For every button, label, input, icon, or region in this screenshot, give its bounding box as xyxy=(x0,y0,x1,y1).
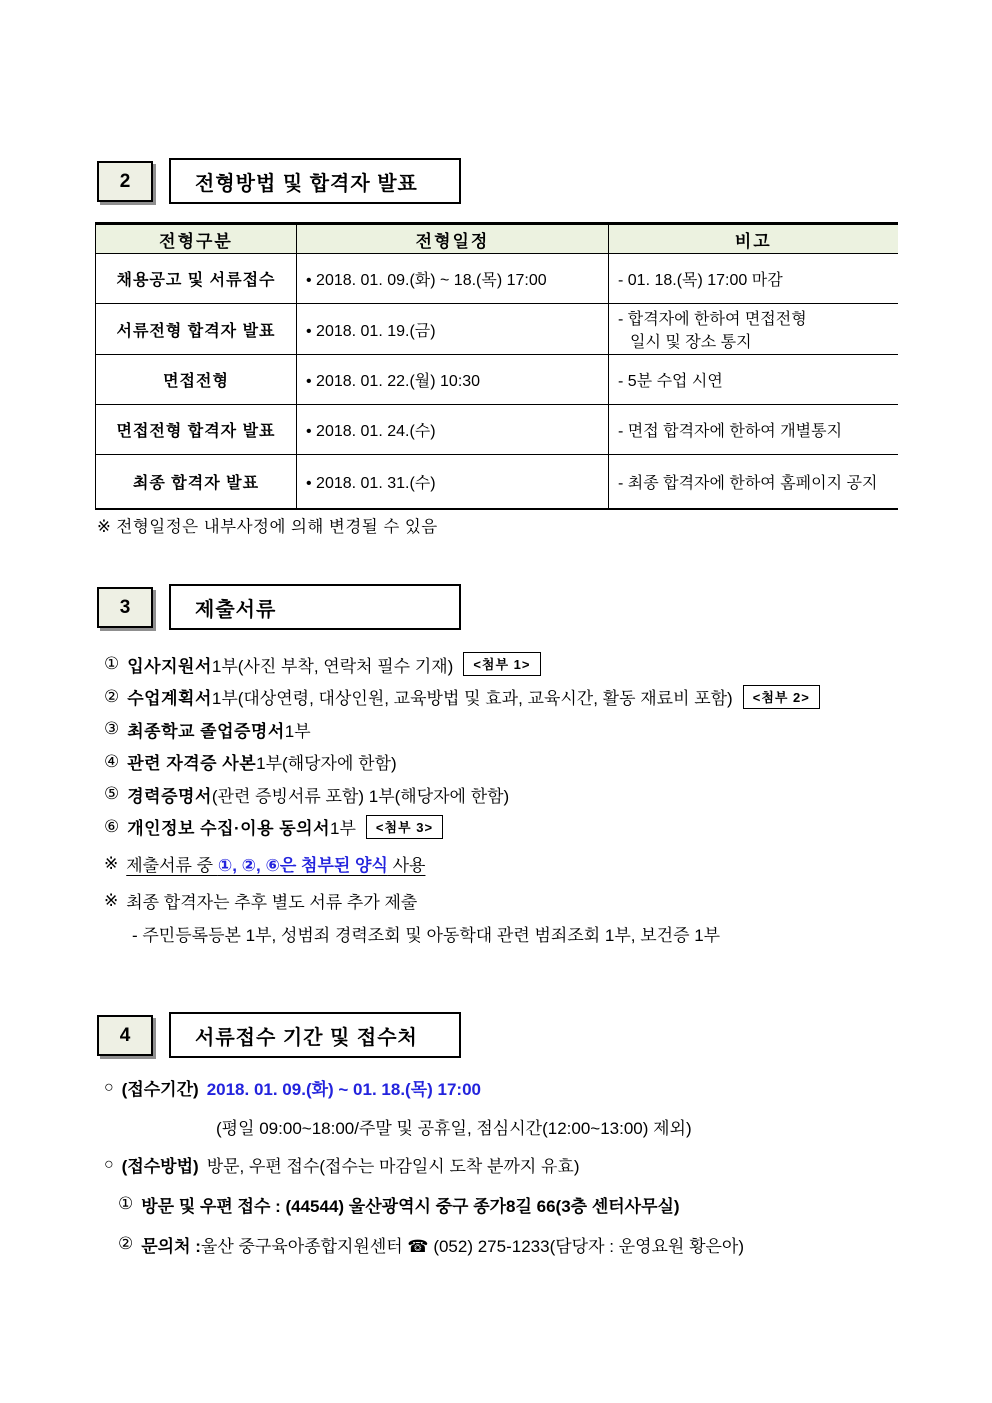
row-note xyxy=(609,304,898,355)
item-title: 경력증명서 xyxy=(127,786,212,806)
table-row xyxy=(96,405,898,455)
attachment-3-tag: <첨부 3> xyxy=(366,815,443,839)
note-underlined-text xyxy=(126,851,425,876)
document-item-2 xyxy=(104,681,820,714)
item-number: ④ xyxy=(104,751,120,771)
note-mark: ※ xyxy=(104,853,119,873)
section-3-number-box xyxy=(97,587,153,628)
item-title: 입사지원서 xyxy=(127,656,212,676)
documents-list xyxy=(104,648,820,949)
row-schedule: • 2018. 01. 24.(수) xyxy=(297,405,609,455)
row-note: - 01. 18.(목) 17:00 마감 xyxy=(609,254,898,304)
item-number: ③ xyxy=(104,719,120,739)
section-4-heading xyxy=(97,1012,461,1058)
reception-address-line xyxy=(104,1184,744,1224)
item-detail: 1부 xyxy=(284,721,311,741)
item-detail: 1부(사진 부착, 연락처 필수 기재) xyxy=(211,656,454,676)
section-3-title: 제출서류 xyxy=(195,598,277,621)
attachment-1-tag: <첨부 1> xyxy=(463,652,540,676)
item-detail: 1부(대상연령, 대상인원, 교육방법 및 효과, 교육시간, 활동 재료비 포함) xyxy=(211,689,733,709)
table-row xyxy=(96,355,898,405)
reception-contact-line xyxy=(104,1224,744,1264)
row-note: - 최종 합격자에 한하여 홈페이지 공지 xyxy=(609,455,898,509)
row-schedule: • 2018. 01. 09.(화) ~ 18.(목) 17:00 xyxy=(297,254,609,304)
document-item-5 xyxy=(104,778,820,811)
circle-bullet: ○ xyxy=(104,1155,114,1173)
reception-method-line xyxy=(104,1145,744,1184)
row-note: - 5분 수업 시연 xyxy=(609,355,898,405)
section-4-title: 서류접수 기간 및 접수처 xyxy=(195,1026,418,1049)
section-2-title: 전형방법 및 합격자 발표 xyxy=(195,172,418,195)
documents-note-forms xyxy=(104,847,820,880)
row-schedule: • 2018. 01. 31.(수) xyxy=(297,455,609,509)
item-number: ② xyxy=(104,686,120,706)
row-note-line2: 일시 및 장소 통지 xyxy=(630,334,752,351)
table-header-row xyxy=(96,224,898,254)
row-category: 면접전형 xyxy=(96,355,297,405)
section-2-title-box xyxy=(169,158,461,204)
item-title: 개인정보 수집·이용 동의서 xyxy=(127,819,330,839)
attachment-2-tag: <첨부 2> xyxy=(743,685,820,709)
address-text: 방문 및 우편 접수 : (44544) 울산광역시 중구 종가8길 66(3층 센터사무실) xyxy=(141,1196,680,1216)
row-schedule: • 2018. 01. 19.(금) xyxy=(297,304,609,355)
item-title: 최종학교 졸업증명서 xyxy=(127,721,285,741)
table-row xyxy=(96,304,898,355)
section-3-heading xyxy=(97,584,461,630)
item-detail: (관련 증빙서류 포함) 1부(해당자에 한함) xyxy=(211,786,510,806)
item-detail: 1부(해당자에 한함) xyxy=(256,754,397,774)
selection-schedule-table xyxy=(95,222,898,510)
item-detail: 1부 xyxy=(330,819,356,839)
item-number: ① xyxy=(104,654,120,674)
section-4-title-box xyxy=(169,1012,461,1058)
row-note-line1: - 합격자에 한하여 면접전형 xyxy=(618,311,807,328)
note-text-black2: 사용 xyxy=(387,856,426,875)
table-row xyxy=(96,455,898,509)
section-4-number-box xyxy=(97,1015,153,1056)
note-text: 최종 합격자는 추후 별도 서류 추가 제출 xyxy=(126,893,418,912)
method-label: (접수방법) xyxy=(121,1157,199,1176)
documents-note-final xyxy=(104,884,820,917)
section-3-title-box xyxy=(169,584,461,630)
row-category: 면접전형 합격자 발표 xyxy=(96,405,297,455)
note-mark: ※ xyxy=(104,890,119,910)
reception-period-line xyxy=(104,1068,744,1107)
period-label: (접수기간) xyxy=(121,1080,199,1099)
row-note: - 면접 합격자에 한하여 개별통지 xyxy=(609,405,898,455)
column-header-category: 전형구분 xyxy=(96,224,297,254)
circle-bullet: ○ xyxy=(104,1078,114,1096)
row-category: 채용공고 및 서류접수 xyxy=(96,254,297,304)
item-title: 수업계획서 xyxy=(127,689,212,709)
row-category: 최종 합격자 발표 xyxy=(96,455,297,509)
item-number: ① xyxy=(118,1194,134,1213)
item-number: ⑥ xyxy=(104,816,120,836)
item-number: ② xyxy=(118,1234,134,1253)
row-schedule: • 2018. 01. 22.(월) 10:30 xyxy=(297,355,609,405)
reception-info xyxy=(104,1068,744,1264)
documents-note-sub: - 주민등록등본 1부, 성범죄 경력조회 및 아동학대 관련 범죄조회 1부, 보건증 1부 xyxy=(132,925,721,945)
contact-label: 문의처 : xyxy=(141,1236,201,1256)
column-header-schedule: 전형일정 xyxy=(297,224,609,254)
section-3-number: 3 xyxy=(119,596,131,618)
item-number: ⑤ xyxy=(104,784,120,804)
contact-value: 울산 중구육아종합지원센터 ☎ (052) 275-1233(담당자 : 운영요원 황은아) xyxy=(200,1236,745,1256)
period-value: 2018. 01. 09.(화) ~ 01. 18.(목) 17:00 xyxy=(206,1080,481,1099)
document-item-4 xyxy=(104,746,820,779)
note-text-blue: ①, ②, ⑥은 첨부된 양식 xyxy=(217,856,388,875)
document-item-1 xyxy=(104,648,820,681)
document-item-3 xyxy=(104,713,820,746)
row-category: 서류전형 합격자 발표 xyxy=(96,304,297,355)
method-value: 방문, 우편 접수(접수는 마감일시 도착 분까지 유효) xyxy=(206,1157,580,1176)
item-title: 관련 자격증 사본 xyxy=(127,754,257,774)
document-item-6 xyxy=(104,811,820,844)
section-2-heading xyxy=(97,158,461,204)
section-2-number: 2 xyxy=(119,170,131,192)
section-2-number-box xyxy=(97,161,153,202)
schedule-footnote: ※ 전형일정은 내부사정에 의해 변경될 수 있음 xyxy=(97,518,438,536)
period-detail: (평일 09:00~18:00/주말 및 공휴일, 점심시간(12:00~13:00) 제외) xyxy=(216,1118,692,1138)
section-4-number: 4 xyxy=(119,1024,131,1046)
table-row xyxy=(96,254,898,304)
note-text-black1: 제출서류 중 xyxy=(126,856,218,875)
column-header-note: 비고 xyxy=(609,224,898,254)
